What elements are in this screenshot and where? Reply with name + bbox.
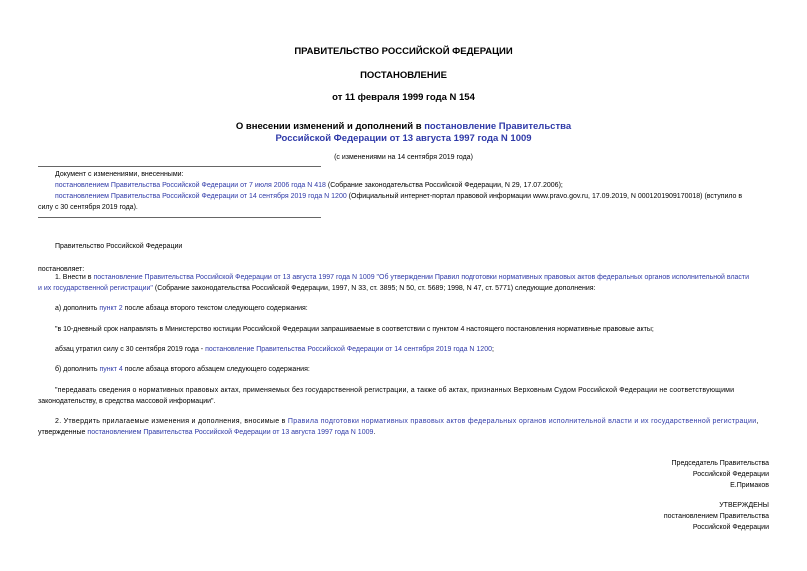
changes-intro: Документ с изменениями, внесенными: [55,171,184,178]
quote-1: "в 10-дневный срок направлять в Министерство юстиции Российской Федерации запрашиваемые в соответствии с пунктом 4 настоящего постановления нормативные правовые акты; [55,326,654,333]
paragraph-1-start: 1. Внести в [55,274,94,281]
item-a [55,303,308,314]
item-b-start: б) дополнить [55,366,100,373]
changes-bottom-rule [38,217,321,218]
item-a-rest: после абзаца второго текстом следующего содержания: [122,305,308,312]
signature-name: Е.Примаков [730,482,769,489]
lapsed-start: абзац утратил силу с 30 сентября 2019 года - [55,346,206,353]
decides-line: постановляет: [38,266,85,273]
changes-item-1-text: (Собрание законодательства Российской Федерации, N 29, 17.07.2006); [325,182,563,189]
paragraph-2-start: 2. Утвердить прилагаемые изменения и дополнения, вносимые в [55,418,288,425]
changes-top-rule [38,166,321,167]
paragraph-2-cont-start: утвержденные [38,429,88,436]
lapsed-link[interactable]: постановление Правительства Российской Федерации от 14 сентября 2019 года N 1200 [205,346,492,353]
document-title-line-1 [0,121,807,132]
item-b-link[interactable]: пункт 4 [99,366,123,373]
item-a-start: а) дополнить [55,305,100,312]
paragraph-2-cont-link[interactable]: постановлением Правительства Российской Федерации от 13 августа 1997 года N 1009 [87,429,374,436]
paragraph-1-link[interactable]: постановление Правительства Российской Федерации от 13 августа 1997 года N 1009 "Об утверждении Правил подготовки нормативных правовых актов федеральных органов исполнительной власти [93,274,750,281]
paragraph-2-link[interactable]: Правила подготовки нормативных правовых актов федеральных органов исполнительной власти и их государственной регистрации [287,418,757,425]
changes-item-2-continuation: силу с 30 сентября 2019 года). [38,204,138,211]
changes-item-2 [55,191,742,202]
quote-2-line-1: "передавать сведения о нормативных правовых актах, применяемых без государственной регистрации, а также об актах, признанных Верховным Судом Российской Федерации не соответствующими [55,387,735,394]
approved-heading: УТВЕРЖДЕНЫ [719,502,769,509]
document-date-number: от 11 февраля 1999 года N 154 [332,92,475,103]
title-prefix: О внесении изменений и дополнений в [235,121,425,132]
changes-item-1-link[interactable]: постановлением Правительства Российской Федерации от 7 июля 2006 года N 418 [55,182,326,189]
changes-item-2-text: (Официальный интернет-портал правовой информации www.pravo.gov.ru, 17.09.2019, N 0001201909170018) (вступило в [346,193,743,200]
approved-country: Российской Федерации [692,524,769,531]
item-b-rest: после абзаца второго абзацем следующего содержания: [122,366,310,373]
paragraph-2 [55,416,759,427]
document-type: ПОСТАНОВЛЕНИЕ [360,70,447,81]
paragraph-1-continuation [38,283,596,294]
paragraph-1 [55,272,749,283]
lapsed-paragraph [55,344,494,355]
lapsed-end: ; [492,346,494,353]
approved-by: постановлением Правительства [663,513,769,520]
government-line: Правительство Российской Федерации [55,243,183,250]
item-a-link[interactable]: пункт 2 [99,305,123,312]
title-link[interactable]: постановление Правительства [424,121,572,132]
paragraph-2-cont-end: . [373,429,376,436]
signature-title: Председатель Правительства [671,460,769,467]
paragraph-1-link-cont[interactable]: и их государственной регистрации" [38,285,153,292]
paragraph-2-comma: , [756,418,759,425]
paragraph-1-rest: (Собрание законодательства Российской Федерации, 1997, N 33, ст. 3895; N 50, ст. 5689; 1998, N 47, ст. 5771) следующие дополнения: [152,285,596,292]
quote-2-line-2: законодательству, в средства массовой информации". [38,398,216,405]
item-b [55,364,310,375]
document-title-line-2[interactable]: Российской Федерации от 13 августа 1997 года N 1009 [275,133,532,144]
government-heading: ПРАВИТЕЛЬСТВО РОССИЙСКОЙ ФЕДЕРАЦИИ [294,46,513,57]
changes-item-1 [55,180,563,191]
signature-country: Российской Федерации [692,471,769,478]
changes-item-2-link[interactable]: постановлением Правительства Российской Федерации от 14 сентября 2019 года N 1200 [55,193,347,200]
paragraph-2-continuation [38,427,375,438]
revision-note: (с изменениями на 14 сентября 2019 года) [334,154,473,161]
